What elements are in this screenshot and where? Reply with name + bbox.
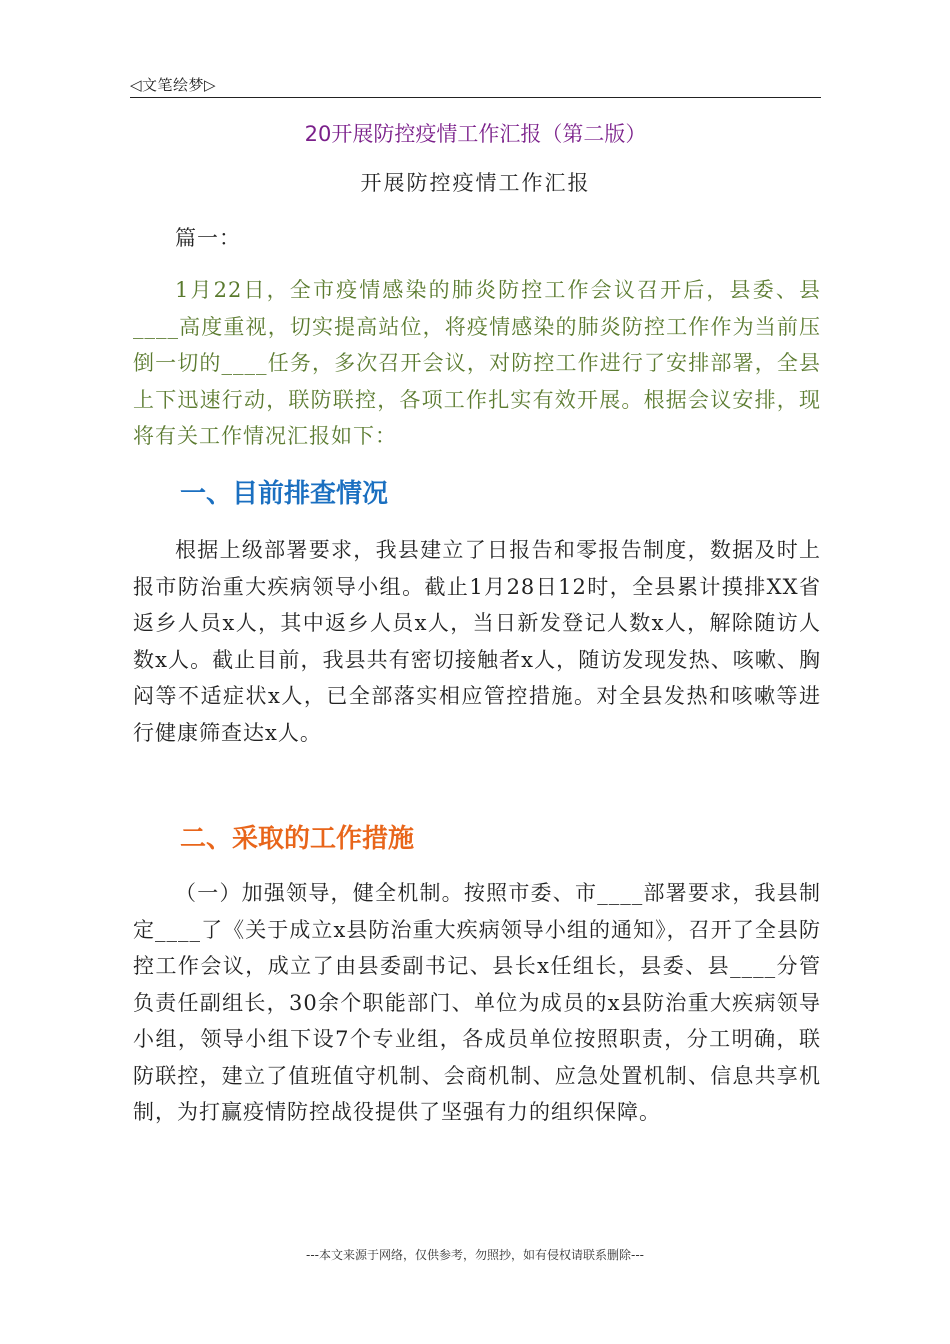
- header-divider: [130, 97, 821, 98]
- section-heading-work-measures: 二、采取的工作措施: [180, 824, 415, 854]
- document-subtitle: 开展防控疫情工作汇报: [360, 171, 591, 195]
- section-body-current-screening: 根据上级部署要求，我县建立了日报告和零报告制度，数据及时上报市防治重大疾病领导小组。截止1月28日12时，全县累计摸排XX省返乡人员x人，其中返乡人员x人，当日新发登记人数x人，解除随访人数x人。截止目前，我县共有密切接触者x人，随访发现发热、咳嗽、胸闷等不适症状x人，已全部落实相应管控措施。对全县发热和咳嗽等进行健康筛查达x人。: [133, 538, 821, 745]
- section-heading-current-screening: 一、目前排查情况: [180, 479, 389, 509]
- intro-paragraph: 1月22日，全市疫情感染的肺炎防控工作会议召开后，县委、县____高度重视，切实提高站位，将疫情感染的肺炎防控工作作为当前压倒一切的____任务，多次召开会议，对防控工作进行了安排部署，全县上下迅速行动，联防联控，各项工作扎实有效开展。根据会议安排，现将有关工作情况汇报如下：: [133, 278, 821, 448]
- header-brand: ◁文笔绘梦▷: [130, 76, 217, 94]
- document-title: 20开展防控疫情工作汇报（第二版）: [304, 122, 647, 146]
- footer-disclaimer: ---本文来源于网络，仅供参考，勿照抄，如有侵权请联系删除---: [306, 1248, 644, 1262]
- section-body-work-measures: （一）加强领导，健全机制。按照市委、市____部署要求，我县制定____了《关于成立x县防治重大疾病领导小组的通知》，召开了全县防控工作会议，成立了由县委副书记、县长x任组长，县委、县____分管负责任副组长，30余个职能部门、单位为成员的x县防治重大疾病领导小组，领导小组下设7个专业组，各成员单位按照职责，分工明确，联防联控，建立了值班值守机制、会商机制、应急处置机制、信息共享机制，为打赢疫情防控战役提供了坚强有力的组织保障。: [133, 881, 821, 1124]
- part-label: 篇一：: [175, 226, 241, 250]
